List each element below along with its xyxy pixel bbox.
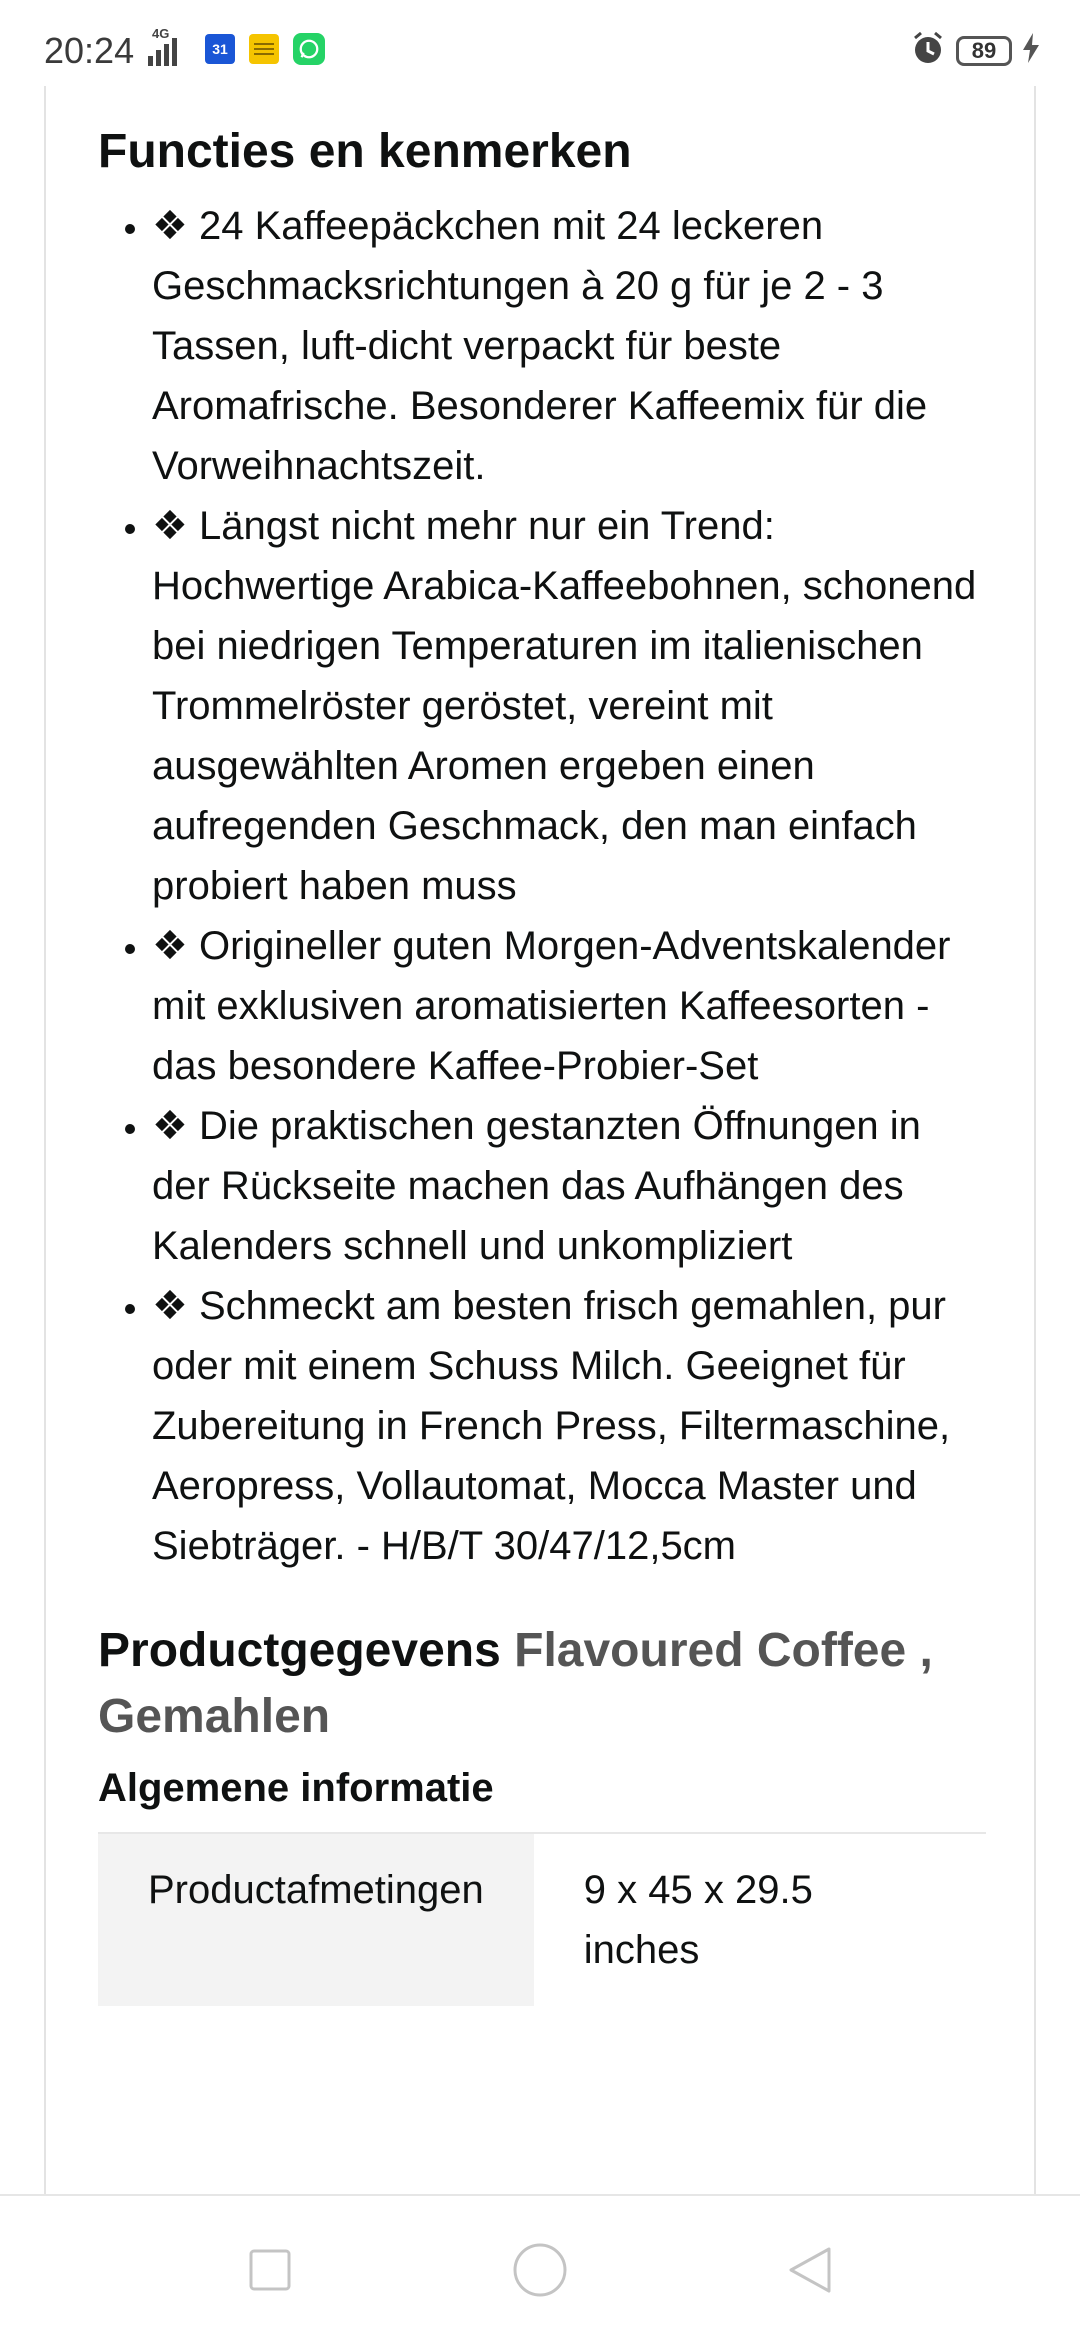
back-button[interactable] — [774, 2234, 846, 2306]
status-time: 20:24 — [44, 30, 135, 71]
general-info-title: Algemene informatie — [98, 1766, 494, 1810]
product-detail-card — [44, 86, 1036, 2194]
feature-item: • ❖ Die praktischen gestanzten Öffnungen in der Rückseite machen das Aufhängen des Kalenders schnell und unkompliziert — [152, 1096, 986, 1276]
table-row — [98, 1833, 986, 2006]
spec-key: Productafmetingen — [98, 1833, 534, 2006]
notes-app-icon — [249, 34, 279, 64]
square-icon — [248, 2248, 292, 2292]
triangle-back-icon — [787, 2245, 833, 2295]
calendar-app-icon — [205, 34, 235, 64]
system-nav-bar — [0, 2194, 1080, 2340]
charging-icon — [1022, 33, 1040, 68]
circle-icon — [512, 2242, 568, 2298]
feature-list — [98, 196, 986, 1576]
feature-item: • ❖ 24 Kaffeepäckchen mit 24 leckeren Geschmacksrichtungen à 20 g für je 2 - 3 Tassen, luft-dicht verpackt für beste Aromafrische. Besonderer Kaffeemix für die Vorweihnachtszeit. — [152, 196, 986, 496]
spec-table — [98, 1832, 986, 2006]
home-button[interactable] — [504, 2234, 576, 2306]
product-name: Flavoured Coffee , Gemahlen — [98, 1624, 933, 1743]
status-right-icons — [910, 30, 1040, 71]
signal-icon — [148, 26, 177, 66]
recents-button[interactable] — [234, 2234, 306, 2306]
feature-item: • ❖ Schmeckt am besten frisch gemahlen, pur oder mit einem Schuss Milch. Geeignet für Zubereitung in French Press, Filtermaschine, Aeropress, Vollautomat, Mocca Master und Siebträger. - H/B/T 30/47/12,5cm — [152, 1276, 986, 1576]
product-details-label: Productgegevens — [98, 1624, 501, 1677]
whatsapp-icon — [293, 33, 325, 65]
features-title: Functies en kenmerken — [98, 125, 632, 178]
calendar-day: 31 — [212, 41, 228, 57]
status-left-icons — [148, 26, 325, 66]
spec-value: 9 x 45 x 29.5 inches — [534, 1833, 986, 2006]
feature-item: • ❖ Längst nicht mehr nur ein Trend: Hochwertige Arabica-Kaffeebohnen, schonend bei niedrigen Temperaturen im italienischen Trommelröster geröstet, vereint mit ausgewählten Aromen ergeben einen aufregenden Geschmack, den man einfach probiert haben muss — [152, 496, 986, 916]
product-details-heading — [98, 1618, 986, 1750]
battery-indicator: 89 — [956, 36, 1012, 66]
network-type: 4G — [152, 26, 170, 41]
status-bar — [0, 0, 1080, 86]
feature-item: • ❖ Origineller guten Morgen-Adventskalender mit exklusiven aromatisierten Kaffeesorten - das besondere Kaffee-Probier-Set — [152, 916, 986, 1096]
product-detail-content — [98, 86, 986, 2006]
alarm-icon — [910, 30, 946, 71]
